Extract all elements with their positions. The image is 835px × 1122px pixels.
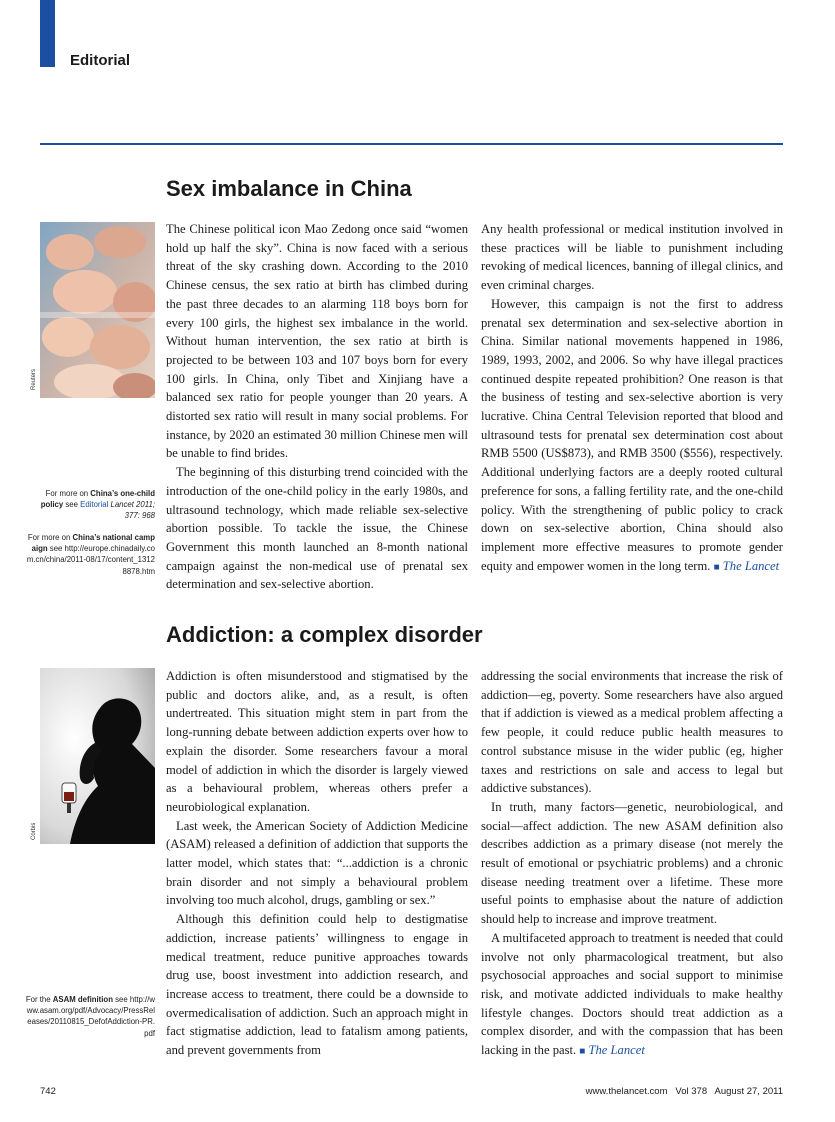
babies-photo bbox=[40, 222, 155, 398]
paragraph: The Chinese political icon Mao Zedong once said “women hold up half the sky”. China is now faced with a serious threat of the sky crashing down. According to the 2010 Chinese census, the sex ratio at birth has climbed during the past three decades to an alarming 118 boys born for every 100 girls, the highest sex imbalance in the world. Without human intervention, the sex ratio at birth is projected to be between 103 and 107 boys born for every 100 girls. In China, only Tibet and Xinjiang have a balanced sex ratio for people younger than 20 years. A distorted sex ratio will result in many social problems. For instance, by 2020 an estimated 30 million Chinese men will be unable to find brides. bbox=[166, 222, 468, 461]
note-url[interactable]: http://www.asam.org/pdf/Advocacy/PressReleases/20110815_DefofAddiction-PR.pdf bbox=[26, 995, 155, 1038]
article1-column-left bbox=[166, 220, 468, 594]
end-mark-icon: ■ bbox=[579, 1046, 586, 1058]
note-bold: China’s one-child policy bbox=[40, 489, 155, 510]
paragraph: Any health professional or medical institution involved in these practices will be liable to punishment including revoking of medical licences, banning of illegal clinics, and even criminal charges. bbox=[481, 222, 783, 293]
paragraph: In truth, many factors—genetic, neurobiological, and social—affect addiction. The new ASAM definition also describes addiction as a primary disease (not merely the result of emotional or psychiatric problems) and a chronic disease needing treatment over a lifetime. These more useful points to emphasise about the nature of addiction should help to increase and improve treatment. bbox=[481, 799, 783, 927]
paragraph: Addiction is often misunderstood and stigmatised by the public and doctors alike, and, as a result, is often undertreated. This situation might stem in part from the long-running debate between addiction experts over how to explain the disorder. Some researchers favour a moral model of addiction in which the disorder is largely viewed as a behavioural problem, whereas others prefer a neurobiological explanation. bbox=[166, 669, 468, 814]
paragraph-text: A multifaceted approach to treatment is needed that could involve not only pharmacological treatment, but also psychosocial approaches and social support to minimise risk, and motivate addicted individuals to make healthy lifestyle changes. Doctors should treat addiction as a complex disorder, and with the compassion that has been lacking in the past. bbox=[481, 930, 783, 1058]
article2-column-right bbox=[481, 667, 783, 1062]
photo-credit: Reuters bbox=[31, 368, 37, 390]
paragraph bbox=[481, 295, 783, 578]
paragraph-text: However, this campaign is not the first to address prenatal sex determination and sex-selective abortion in China. Similar national movements happened in 1986, 1989, 1993, 2002, and 2006. So why have illegal practices continued despite repeated prohibition? One reason is that the business of testing and sex-selective abortion is very lucrative. China Central Television reported that blood and ultrasound tests for prenatal sex determination cost about RMB 5500 (US$873), and RMB 3500 ($556), respectively. Additional underlying factors are a deeply rooted cultural preference for sons, a falling fertility rate, and the one-child policy. With the strengthening of public policy to crack down on sex-selective abortion, China should also implement more effective measures to promote gender equity and empower women in the long term. bbox=[481, 296, 783, 573]
signature: The Lancet bbox=[722, 558, 780, 573]
section-color-bar bbox=[40, 0, 55, 67]
end-mark-icon: ■ bbox=[713, 561, 720, 573]
paragraph bbox=[481, 929, 783, 1062]
note-link[interactable]: Editorial bbox=[80, 500, 109, 510]
note-text: see bbox=[112, 995, 130, 1004]
section-label: Editorial bbox=[70, 52, 131, 69]
addiction-photo bbox=[40, 668, 155, 844]
article1-column-right bbox=[481, 220, 783, 577]
article1-title: Sex imbalance in China bbox=[166, 176, 412, 201]
note-bold: China’s national campaign bbox=[31, 533, 155, 554]
paragraph: addressing the social environments that increase the risk of addiction—eg, poverty. Some researchers have also argued that if addiction is viewed as a medical problem affecting a few people, it could reduce public health measures to control substance misuse in the wider public (eg, higher taxes and restrictions on sale and access to legal but addictive substances). bbox=[481, 669, 783, 796]
paragraph: Last week, the American Society of Addiction Medicine (ASAM) released a definition of addiction that supports the latter model, which states that: “...addiction is a chronic brain disorder and not simply a behavioural problem involving too much alcohol, drugs, gambling or sex.” bbox=[166, 818, 468, 908]
paragraph: Although this definition could help to destigmatise addiction, increase patients’ willingness to engage in medical treatment, reduce punitive approaches towards drug use, boost investment into addiction research, and increase access to treatment, there could be a downside to overmedicalisation of addiction. Such an approach might in fact stigmatise addiction, lead to fatalism among patients, and prevent governments from bbox=[166, 912, 468, 1058]
header-rule bbox=[40, 143, 783, 145]
note-text: For more on bbox=[45, 489, 91, 498]
note-ref: Lancet 2011; 377: 968 bbox=[108, 500, 155, 521]
paragraph: The beginning of this disturbing trend coincided with the introduction of the one-child policy in the early 1980s, and ultrasound technology, which made reliable sex-selective abortion possible. To tackle the issue, the Chinese Government this month launched an 8-month national campaign against the non-medical use of prenatal sex determination and sex-selective abortion. bbox=[166, 465, 468, 592]
photo-credit: Corbis bbox=[31, 822, 37, 840]
note-text: For more on bbox=[27, 533, 73, 542]
note-text: see bbox=[63, 500, 81, 510]
side-note-one-child bbox=[25, 488, 155, 522]
note-text: For the bbox=[25, 995, 53, 1004]
side-note-campaign bbox=[25, 532, 155, 577]
journal-info: www.thelancet.com Vol 378 August 27, 2011 bbox=[585, 1086, 783, 1097]
signature: The Lancet bbox=[588, 1043, 645, 1058]
side-note-asam bbox=[25, 994, 155, 1039]
article2-column-left bbox=[166, 667, 468, 1060]
article2-title: Addiction: a complex disorder bbox=[166, 622, 483, 647]
note-url[interactable]: http://europe.chinadaily.com.cn/china/2011-08/17/content_13128878.htm bbox=[26, 544, 155, 576]
note-bold: ASAM definition bbox=[52, 995, 113, 1004]
note-text: see bbox=[47, 544, 65, 554]
page-number: 742 bbox=[40, 1086, 56, 1097]
